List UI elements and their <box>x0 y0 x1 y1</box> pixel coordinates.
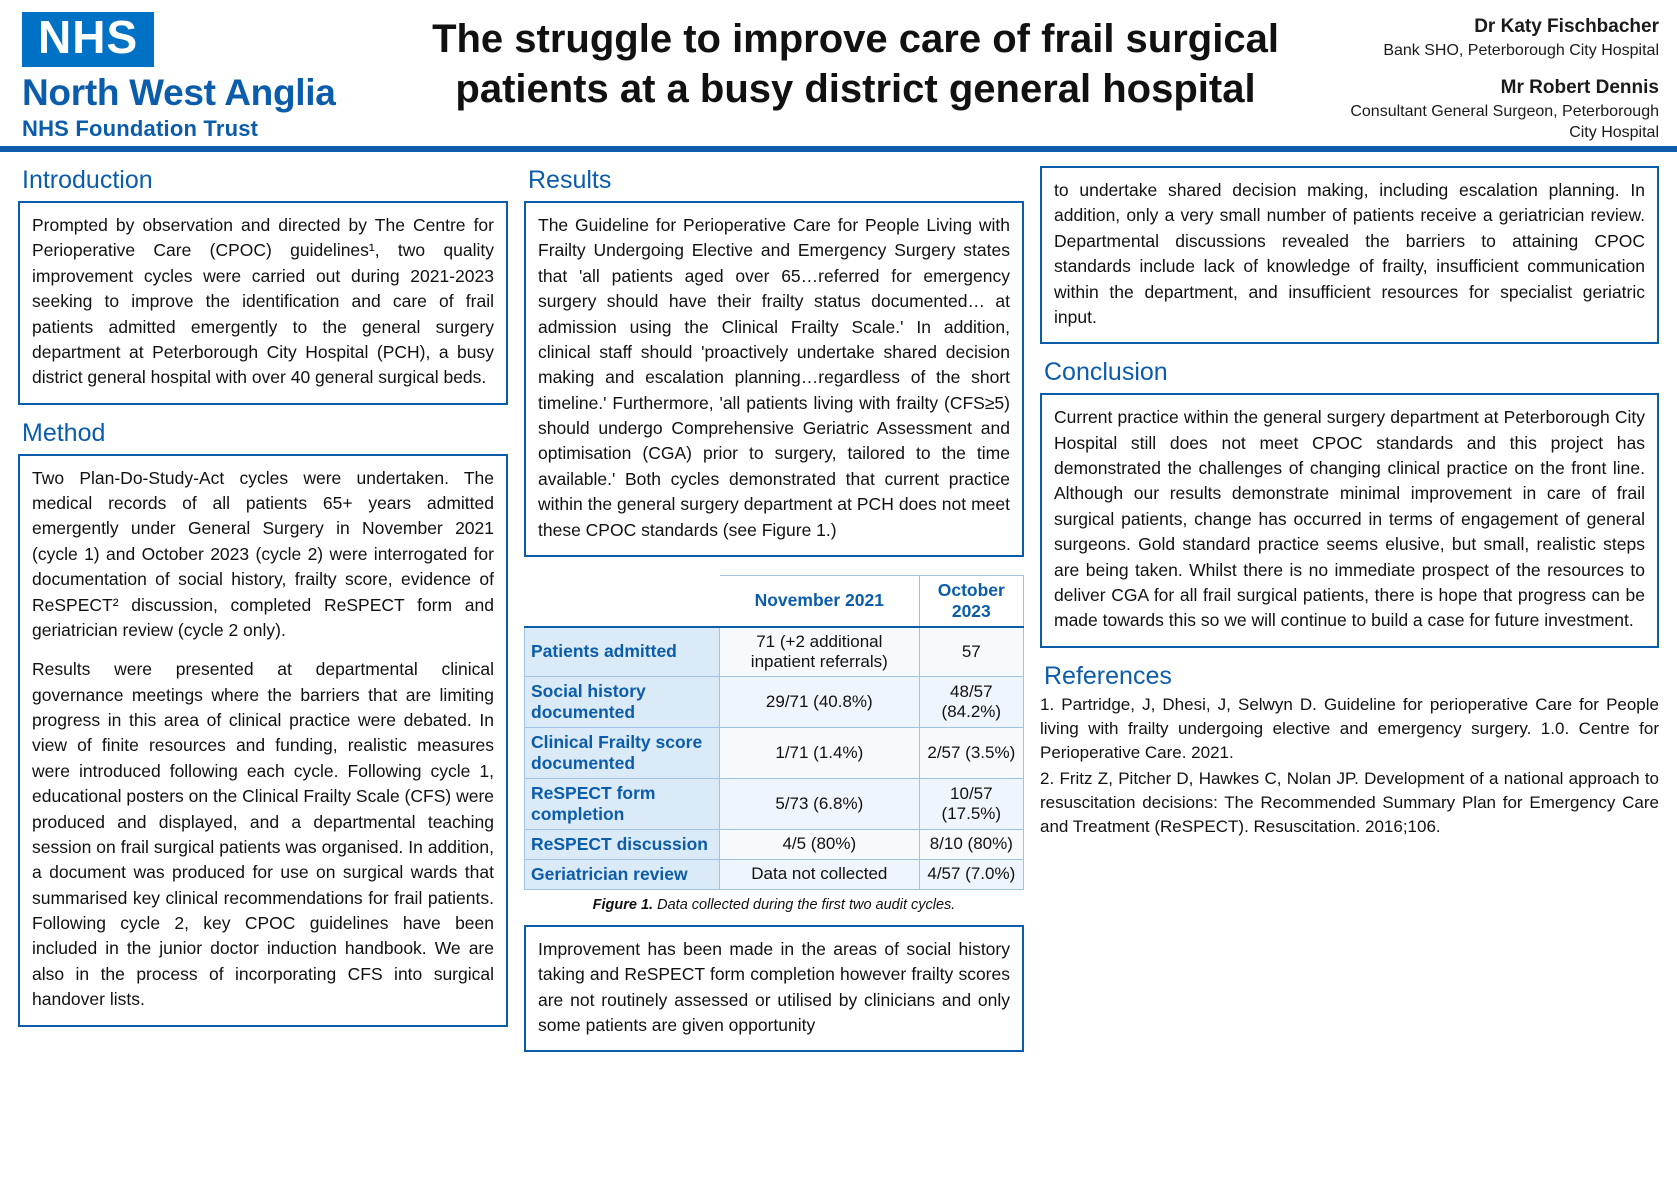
cell-geriatrician-review-nov: Data not collected <box>720 859 920 889</box>
figure-1-caption <box>524 897 1024 913</box>
cell-respect-discussion-oct: 8/10 (80%) <box>919 829 1023 859</box>
reference-item: 2. Fritz Z, Pitcher D, Hawkes C, Nolan JP. Development of a national approach to resuscitation decisions: The Recommended Summary Plan for Emergency Care and Treatment (ReSPECT). Resuscitation. 2016;106. <box>1040 769 1659 837</box>
column-middle <box>524 166 1024 1179</box>
row-label-geriatrician-review: Geriatrician review <box>525 859 720 889</box>
results-table-head <box>525 575 1024 627</box>
table-corner-cell <box>525 575 720 627</box>
trust-subtitle: NHS Foundation Trust <box>22 115 259 141</box>
table-row <box>525 627 1024 677</box>
conclusion-text: Current practice within the general surgery department at Peterborough City Hospital still does not meet CPOC standards and this project has demonstrated the challenges of changing clinical practice on the front line. Although our results demonstrate minimal improvement in care of frail surgical patients, change has occurred in terms of engagement of general surgeons. Gold standard practice seems elusive, but small, realistic steps are being taken. Whilst there is no immediate prospect of the resources to deliver CGA for all frail surgical patients, there is hope that progress can be made towards this so we will continue to build a case for future investment. <box>1054 407 1645 631</box>
cell-patients-admitted-nov: 71 (+2 additional inpatient referrals) <box>720 627 920 677</box>
method-heading: Method <box>22 418 106 447</box>
poster-header <box>0 0 1677 152</box>
nhs-logo <box>0 0 382 142</box>
introduction-text: Prompted by observation and directed by The Centre for Perioperative Care (CPOC) guidelines¹, two quality improvement cycles were carried out during 2021-2023 seeking to improve the identification and care of frail patients admitted emergently to the general surgery department at Peterborough City Hospital (PCH), a busy district general hospital with over 40 general surgical beds. <box>32 215 494 388</box>
cell-geriatrician-review-oct: 4/57 (7.0%) <box>919 859 1023 889</box>
table-row <box>525 778 1024 829</box>
results-paragraph-2-part1: Improvement has been made in the areas of social history taking and ReSPECT form completion however frailty scores are not routinely assessed or utilised by clinicians and only some patients are given opportunity <box>538 938 1010 1035</box>
table-col-header-oct-2023: October 2023 <box>919 575 1023 627</box>
table-row <box>525 829 1024 859</box>
title-block <box>382 0 1329 114</box>
references-list <box>1040 693 1659 842</box>
table-row <box>525 859 1024 889</box>
author-1-role: Bank SHO, Peterborough City Hospital <box>1383 41 1659 59</box>
results-heading: Results <box>528 166 612 194</box>
cell-respect-form-oct: 10/57 (17.5%) <box>919 778 1023 829</box>
column-right <box>1040 166 1659 1179</box>
results-paragraph-1: The Guideline for Perioperative Care for People Living with Frailty Undergoing Elective and Emergency Surgery states that 'all patients aged over 65…referred for emergency surgery should have their frailty status documented… at admission using the Clinical Frailty Scale.' In addition, clinical staff should 'proactively undertake shared decision making and escalation planning…regardless of the short timeline.' Furthermore, 'all patients living with frailty (CFS≥5) should undergo Comprehensive Geriatric Assessment and optimisation (CGA) prior to surgery, tailored to the time available.' Both cycles demonstrated that current practice within the general surgery department at PCH does not meet these CPOC standards (see Figure 1.) <box>538 215 1010 540</box>
nhs-logo-badge: NHS <box>22 12 154 67</box>
page-title: The struggle to improve care of frail surgical patients at a busy district general hospital <box>432 17 1279 111</box>
column-left <box>18 166 508 1179</box>
poster-body <box>0 152 1677 1179</box>
trust-name: North West Anglia <box>22 71 336 113</box>
reference-item: 1. Partridge, J, Dhesi, J, Selwyn D. Guideline for perioperative Care for People living with frailty undergoing elective and emergency surgery. 1.0. Centre for Perioperative Care. 2021. <box>1040 694 1659 762</box>
table-row <box>525 676 1024 727</box>
author-2-role: Consultant General Surgeon, Peterborough City Hospital <box>1350 102 1659 142</box>
results-table <box>524 575 1024 890</box>
row-label-social-history: Social history documented <box>525 676 720 727</box>
cell-social-history-nov: 29/71 (40.8%) <box>720 676 920 727</box>
figure-1-label: Figure 1. <box>592 896 654 913</box>
results-table-body <box>525 627 1024 890</box>
author-1-name: Dr Katy Fischbacher <box>1474 16 1659 37</box>
references-heading: References <box>1044 661 1172 690</box>
table-header-row <box>525 575 1024 627</box>
method-paragraph-1: Two Plan-Do-Study-Act cycles were undertaken. The medical records of all patients 65+ years admitted emergently under General Surgery in November 2021 (cycle 1) and October 2023 (cycle 2) were interrogated for documentation of social history, frailty score, evidence of ReSPECT² discussion, completed ReSPECT form and geriatrician review (cycle 2 only). <box>32 467 494 640</box>
author-2-name: Mr Robert Dennis <box>1500 77 1659 99</box>
conclusion-panel <box>1040 393 1659 647</box>
conclusion-heading: Conclusion <box>1044 358 1168 387</box>
results-continued-panel <box>524 925 1024 1053</box>
introduction-panel <box>18 201 508 405</box>
cell-patients-admitted-oct: 57 <box>919 627 1023 677</box>
results-continued-right-panel <box>1040 166 1659 344</box>
row-label-patients-admitted: Patients admitted <box>525 627 720 677</box>
cell-frailty-score-nov: 1/71 (1.4%) <box>720 727 920 778</box>
row-label-frailty-score: Clinical Frailty score documented <box>525 727 720 778</box>
cell-frailty-score-oct: 2/57 (3.5%) <box>919 727 1023 778</box>
cell-respect-form-nov: 5/73 (6.8%) <box>720 778 920 829</box>
authors-block <box>1329 0 1677 144</box>
figure-1-caption-text: Data collected during the first two audit cycles. <box>657 896 956 913</box>
table-row <box>525 727 1024 778</box>
results-panel <box>524 201 1024 557</box>
table-col-header-nov-2021: November 2021 <box>720 575 920 627</box>
method-panel <box>18 454 508 1027</box>
cell-social-history-oct: 48/57 (84.2%) <box>919 676 1023 727</box>
row-label-respect-discussion: ReSPECT discussion <box>525 829 720 859</box>
results-paragraph-2-part2: to undertake shared decision making, including escalation planning. In addition, only a very small number of patients receive a geriatrician review. Departmental discussions revealed the barriers to attaining CPOC standards include lack of knowledge of frailty, insufficient communication within the department, and insufficient resources for specialist geriatric input. <box>1054 180 1645 327</box>
figure-1 <box>524 575 1024 925</box>
introduction-heading: Introduction <box>22 166 153 194</box>
method-paragraph-2: Results were presented at departmental clinical governance meetings where the barriers that are limiting progress in this area of clinical practice were debated. In view of finite resources and funding, realistic measures were introduced following each cycle. Following cycle 1, educational posters on the Clinical Frailty Scale (CFS) were produced and displayed, and a departmental teaching session on frail surgical patients was organised. In addition, a document was produced for use on surgical wards that summarised key clinical recommendations for frail patients. Following cycle 2, key CPOC guidelines have been included in the junior doctor induction handbook. We are also in the process of incorporating CFS into surgical handover lists. <box>32 659 494 1010</box>
row-label-respect-form: ReSPECT form completion <box>525 778 720 829</box>
author-spacer <box>1329 61 1659 75</box>
cell-respect-discussion-nov: 4/5 (80%) <box>720 829 920 859</box>
